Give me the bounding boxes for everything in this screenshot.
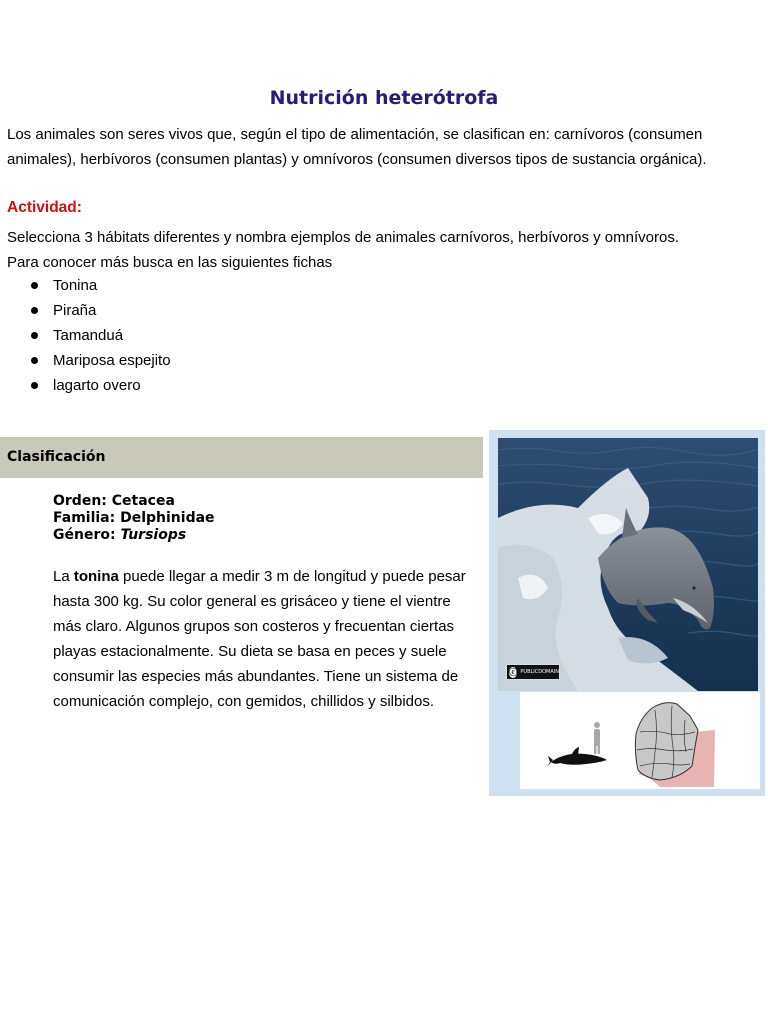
- list-item-label: Mariposa espejito: [53, 352, 171, 369]
- list-item-label: lagarto overo: [53, 377, 141, 394]
- person-silhouette-icon: [594, 722, 600, 754]
- dolphin-photo: [498, 438, 758, 691]
- license-label: PUBLICDOMAIN: [520, 669, 559, 675]
- activity-instructions: [7, 225, 747, 275]
- list-item-label: Piraña: [53, 302, 97, 319]
- familia-value: Delphinidae: [120, 510, 215, 526]
- orden-line: [53, 493, 215, 510]
- orden-value: Cetacea: [111, 493, 175, 509]
- page-title: Nutrición heterótrofa: [269, 87, 499, 109]
- bullet-icon: [31, 382, 38, 389]
- list-item: [0, 325, 171, 350]
- list-item-label: Tonina: [53, 277, 98, 294]
- species-list: [0, 275, 171, 400]
- cc-icon: ⓒ: [509, 667, 518, 677]
- license-badge: [506, 664, 560, 680]
- list-item: [0, 275, 171, 300]
- classification-header: [0, 437, 483, 478]
- bullet-icon: [31, 332, 38, 339]
- genero-line: [53, 527, 215, 544]
- activity-line-1: Selecciona 3 hábitats diferentes y nombra ejemplos de animales carnívoros, herbívoros y omnívoros.: [7, 229, 680, 246]
- bullet-icon: [31, 282, 38, 289]
- dolphin-photo-svg: [498, 438, 758, 691]
- uruguay-map-icon: [635, 703, 715, 787]
- description-text: puede llegar a medir 3 m de longitud y puede pesar hasta 300 kg. Su color general es grisáceo y tiene el vientre más claro. Algunos grupos son costeros y frecuentan ciertas playas estacionalmente. Su dieta se basa en peces y suele consumir las especies más abundantes. Tiene un sistema de comunicación complejo, con gemidos, chillidos y silbidos.: [53, 568, 466, 710]
- list-item: [0, 300, 171, 325]
- activity-heading: Actividad:: [7, 199, 82, 216]
- genero-label: Género:: [53, 527, 116, 543]
- bullet-icon: [31, 307, 38, 314]
- species-name: tonina: [73, 568, 119, 585]
- size-distribution-panel: [520, 692, 760, 789]
- activity-line-2: Para conocer más busca en las siguientes fichas: [7, 254, 333, 271]
- familia-line: [53, 510, 215, 527]
- orden-label: Orden:: [53, 493, 107, 509]
- species-description: [53, 564, 483, 714]
- taxonomy-block: [53, 493, 215, 544]
- bullet-icon: [31, 357, 38, 364]
- silhouettes-svg: [520, 692, 760, 789]
- genero-value: Tursiops: [120, 527, 187, 543]
- intro-paragraph: Los animales son seres vivos que, según el tipo de alimentación, se clasifican en: carnívoros (consumen animales), herbívoros (consumen plantas) y omnívoros (consumen diversos tipos de sustancia orgánica).: [7, 126, 707, 168]
- description-prefix: La: [53, 568, 74, 585]
- list-item: [0, 350, 171, 375]
- list-item-label: Tamanduá: [53, 327, 124, 344]
- classification-heading: Clasificación: [7, 449, 106, 465]
- list-item: [0, 375, 171, 400]
- familia-label: Familia:: [53, 510, 116, 526]
